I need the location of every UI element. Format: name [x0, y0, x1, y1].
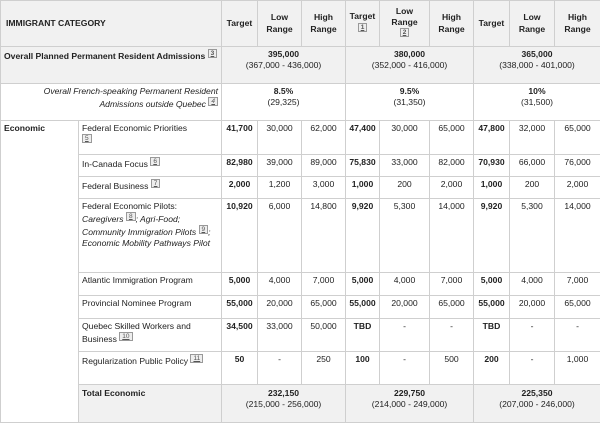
table-row [1, 199, 600, 273]
program-name: Federal Economic Pilots: Caregivers 8 ; Agri-Food; Community Immigration Pilots 9 ; Economic Mobility Pathways Pilot [79, 199, 222, 273]
low-y2: 4,000 [380, 273, 430, 296]
total-y3: 225,350 (207,000 - 246,000) [474, 385, 600, 423]
target-y2: TBD [346, 319, 380, 352]
target-y3: 47,800 [474, 121, 510, 155]
low-y3: 20,000 [510, 296, 555, 319]
low-y1: 33,000 [258, 319, 302, 352]
table-row [1, 273, 600, 296]
target-y3: 5,000 [474, 273, 510, 296]
high-y1: 250 [302, 352, 346, 385]
target-y3: 70,930 [474, 155, 510, 177]
header-target-y2: Target 1 [346, 1, 380, 47]
overall-label-cell: Overall Planned Permanent Resident Admissions 3 [1, 47, 222, 84]
low-y1: 1,200 [258, 177, 302, 199]
french-y2: 9.5% (31,350) [346, 84, 474, 121]
target-y3: 200 [474, 352, 510, 385]
high-y1: 89,000 [302, 155, 346, 177]
target-y3: 1,000 [474, 177, 510, 199]
footnote-10-link[interactable]: 10 [119, 332, 132, 341]
target-y2: 55,000 [346, 296, 380, 319]
high-y1: 50,000 [302, 319, 346, 352]
footnote-8-link[interactable]: 8 [126, 212, 136, 221]
header-category: IMMIGRANT CATEGORY [1, 1, 222, 47]
target-y2: 75,830 [346, 155, 380, 177]
footnote-2-link[interactable]: 2 [400, 28, 410, 37]
header-row [1, 1, 600, 47]
table-row [1, 177, 600, 199]
header-high-y3: High Range [555, 1, 600, 47]
low-y1: 4,000 [258, 273, 302, 296]
high-y2: 500 [430, 352, 474, 385]
high-y1: 7,000 [302, 273, 346, 296]
low-y2: 5,300 [380, 199, 430, 273]
target-y2: 5,000 [346, 273, 380, 296]
high-y3: 14,000 [555, 199, 600, 273]
footnote-7-link[interactable]: 7 [151, 179, 161, 188]
high-y1: 3,000 [302, 177, 346, 199]
low-y3: 4,000 [510, 273, 555, 296]
low-y1: - [258, 352, 302, 385]
high-y3: 76,000 [555, 155, 600, 177]
high-y1: 62,000 [302, 121, 346, 155]
footnote-6-link[interactable]: 6 [150, 157, 160, 166]
target-y1: 34,500 [222, 319, 258, 352]
total-y1: 232,150 (215,000 - 256,000) [222, 385, 346, 423]
french-label-cell: Overall French-speaking Permanent Resident Admissions outside Quebec 4 [1, 84, 222, 121]
header-low-y2: Low Range 2 [380, 1, 430, 47]
low-y1: 39,000 [258, 155, 302, 177]
high-y2: 14,000 [430, 199, 474, 273]
low-y3: 200 [510, 177, 555, 199]
program-name: Quebec Skilled Workers and Business 10 [79, 319, 222, 352]
program-name: Federal Economic Priorities 5 [79, 121, 222, 155]
target-y3: TBD [474, 319, 510, 352]
footnote-5-link[interactable]: 5 [82, 134, 92, 143]
high-y2: 65,000 [430, 121, 474, 155]
low-y2: 200 [380, 177, 430, 199]
low-y3: 66,000 [510, 155, 555, 177]
footnote-11-link[interactable]: 11 [190, 354, 203, 363]
program-name: Regularization Public Policy 11 [79, 352, 222, 385]
high-y1: 65,000 [302, 296, 346, 319]
target-y3: 55,000 [474, 296, 510, 319]
program-name: Federal Business 7 [79, 177, 222, 199]
high-y3: 7,000 [555, 273, 600, 296]
table-row [1, 155, 600, 177]
high-y1: 14,800 [302, 199, 346, 273]
low-y2: - [380, 352, 430, 385]
program-name: Provincial Nominee Program [79, 296, 222, 319]
low-y2: - [380, 319, 430, 352]
header-low-y1: Low Range [258, 1, 302, 47]
table-row [1, 121, 600, 155]
program-name: In-Canada Focus 6 [79, 155, 222, 177]
table-row [1, 319, 600, 352]
french-y1: 8.5% (29,325) [222, 84, 346, 121]
low-y1: 30,000 [258, 121, 302, 155]
target-y3: 9,920 [474, 199, 510, 273]
table-row [1, 296, 600, 319]
french-admissions-row [1, 84, 600, 121]
header-target-y1: Target [222, 1, 258, 47]
footnote-4-link[interactable]: 4 [208, 97, 218, 106]
target-y1: 5,000 [222, 273, 258, 296]
total-economic-label: Total Economic [79, 385, 222, 423]
table-row [1, 352, 600, 385]
low-y1: 6,000 [258, 199, 302, 273]
target-y2: 1,000 [346, 177, 380, 199]
overall-y2: 380,000 (352,000 - 416,000) [346, 47, 474, 84]
target-y1: 10,920 [222, 199, 258, 273]
target-y2: 47,400 [346, 121, 380, 155]
low-y3: - [510, 319, 555, 352]
low-y2: 20,000 [380, 296, 430, 319]
french-y3: 10% (31,500) [474, 84, 600, 121]
low-y2: 33,000 [380, 155, 430, 177]
total-y2: 229,750 (214,000 - 249,000) [346, 385, 474, 423]
target-y1: 41,700 [222, 121, 258, 155]
high-y2: 2,000 [430, 177, 474, 199]
header-target-y3: Target [474, 1, 510, 47]
footnote-1-link[interactable]: 1 [358, 23, 368, 32]
low-y1: 20,000 [258, 296, 302, 319]
total-economic-row [1, 385, 600, 423]
low-y3: 5,300 [510, 199, 555, 273]
low-y3: - [510, 352, 555, 385]
target-y1: 50 [222, 352, 258, 385]
header-high-y2: High Range [430, 1, 474, 47]
high-y2: - [430, 319, 474, 352]
header-high-y1: High Range [302, 1, 346, 47]
high-y3: - [555, 319, 600, 352]
low-y3: 32,000 [510, 121, 555, 155]
header-low-y3: Low Range [510, 1, 555, 47]
footnote-9-link[interactable]: 9 [199, 225, 209, 234]
high-y3: 1,000 [555, 352, 600, 385]
target-y1: 55,000 [222, 296, 258, 319]
target-y1: 82,980 [222, 155, 258, 177]
economic-category-label: Economic [1, 121, 79, 423]
high-y3: 65,000 [555, 121, 600, 155]
high-y3: 65,000 [555, 296, 600, 319]
overall-admissions-row [1, 47, 600, 84]
high-y2: 65,000 [430, 296, 474, 319]
high-y3: 2,000 [555, 177, 600, 199]
high-y2: 82,000 [430, 155, 474, 177]
low-y2: 30,000 [380, 121, 430, 155]
high-y2: 7,000 [430, 273, 474, 296]
overall-y3: 365,000 (338,000 - 401,000) [474, 47, 600, 84]
target-y2: 100 [346, 352, 380, 385]
program-name: Atlantic Immigration Program [79, 273, 222, 296]
footnote-3-link[interactable]: 3 [208, 49, 218, 58]
target-y1: 2,000 [222, 177, 258, 199]
overall-y1: 395,000 (367,000 - 436,000) [222, 47, 346, 84]
target-y2: 9,920 [346, 199, 380, 273]
